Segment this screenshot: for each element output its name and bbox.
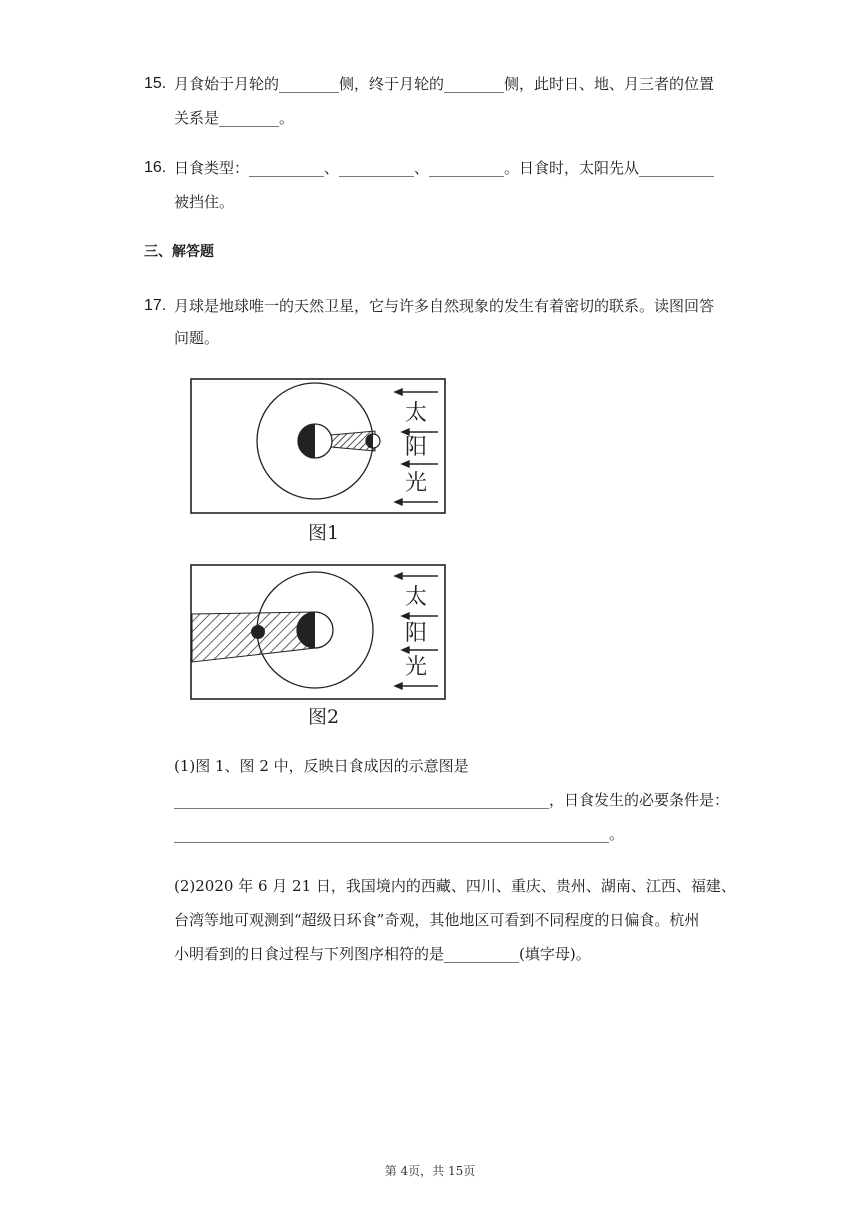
- question-15-number: 15.: [144, 75, 167, 92]
- question-17-number: 17.: [144, 297, 167, 314]
- question-16-line-2: 被挡住。: [174, 193, 235, 211]
- question-16-number: 16.: [144, 159, 167, 176]
- sub-question-1-line-1: (1)图 1、图 2 中，反映日食成因的示意图是: [174, 757, 469, 775]
- sunlight-char-1: 太: [404, 401, 428, 426]
- question-16-line-1: 日食类型：__________、__________、__________。日食时，太阳先从__________: [174, 159, 715, 177]
- section-heading: 三、解答题: [144, 244, 214, 260]
- sub-question-2-line-1: (2)2020 年 6 月 21 日，我国境内的西藏、四川、重庆、贵州、湖南、江西、福建、: [174, 877, 736, 895]
- question-15-line-1: 月食始于月轮的________侧，终于月轮的________侧，此时日、地、月三者的位置: [174, 75, 715, 93]
- sub-question-1-line-3: __________________________________________________________。: [174, 825, 625, 843]
- sub-question-1-line-2: __________________________________________________，日食发生的必要条件是：: [174, 791, 730, 809]
- sunlight-char-1: 太: [404, 585, 428, 610]
- sunlight-char-2: 阳: [404, 435, 428, 460]
- question-17-line-1: 月球是地球唯一的天然卫星，它与许多自然现象的发生有着密切的联系。读图回答: [174, 297, 715, 315]
- sub-question-2-line-2: 台湾等地可观测到“超级日环食”奇观，其他地区可看到不同程度的日偏食。杭州: [174, 911, 700, 929]
- page-footer: 第 4页，共 15页: [384, 1164, 476, 1178]
- sub-question-2-line-3: 小明看到的日食过程与下列图序相符的是__________(填字母)。: [174, 945, 591, 963]
- question-15-line-2: 关系是________。: [174, 109, 295, 127]
- sunlight-char-3: 光: [404, 471, 428, 496]
- figure-2-diagram: [190, 564, 448, 702]
- question-17-line-2: 问题。: [174, 329, 220, 347]
- moon: [251, 625, 265, 639]
- figure-2-caption: 图2: [308, 706, 340, 728]
- sunlight-char-3: 光: [404, 655, 428, 680]
- figure-1-diagram: [190, 378, 448, 516]
- sunlight-char-2: 阳: [404, 621, 428, 646]
- figure-1-caption: 图1: [308, 522, 340, 544]
